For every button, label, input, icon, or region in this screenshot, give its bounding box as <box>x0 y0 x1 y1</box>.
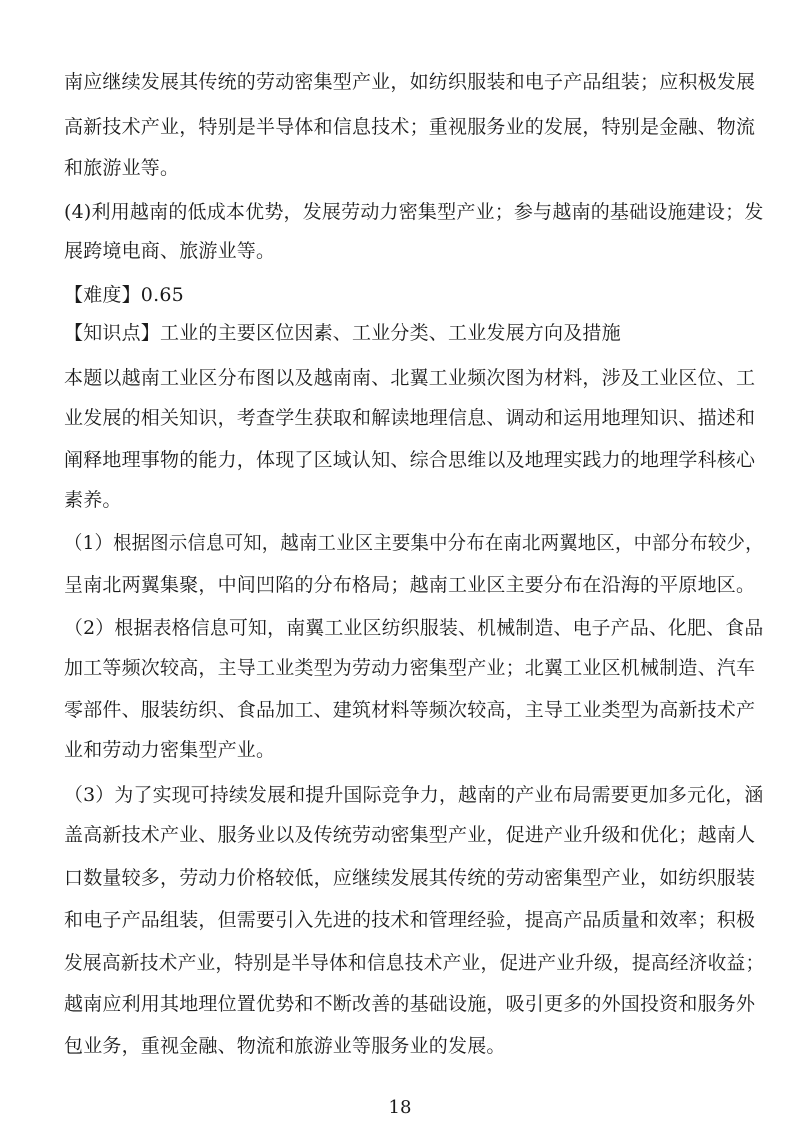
text-line: 口数量较多，劳动力价格较低，应继续发展其传统的劳动密集型产业，如纺织服装 <box>64 867 756 889</box>
text-line: 零部件、服装纺织、食品加工、建筑材料等频次较高，主导工业类型为高新技术产 <box>64 699 756 721</box>
page-number: 18 <box>388 1097 412 1118</box>
text-line: 越南应利用其地理位置优势和不断改善的基础设施，吸引更多的外国投资和服务外 <box>64 993 756 1015</box>
text-line: 高新技术产业，特别是半导体和信息技术；重视服务业的发展，特别是金融、物流 <box>64 116 756 138</box>
text-line: 业发展的相关知识，考查学生获取和解读地理信息、调动和运用地理知识、描述和 <box>64 407 756 429</box>
text-line: (4)利用越南的低成本优势，发展劳动力密集型产业；参与越南的基础设施建设；发 <box>64 201 764 223</box>
text-line: 包业务，重视金融、物流和旅游业等服务业的发展。 <box>64 1035 506 1057</box>
text-line: （3）为了实现可持续发展和提升国际竞争力，越南的产业布局需要更加多元化，涵 <box>64 784 764 806</box>
text-line: 呈南北两翼集聚，中间凹陷的分布格局；越南工业区主要分布在沿海的平原地区。 <box>64 574 756 596</box>
text-line: 展跨境电商、旅游业等。 <box>64 240 276 262</box>
text-line: 盖高新技术产业、服务业以及传统劳动密集型产业，促进产业升级和优化；越南人 <box>64 824 756 846</box>
text-line: 和旅游业等。 <box>64 157 180 179</box>
text-line: （2）根据表格信息可知，南翼工业区纺织服装、机械制造、电子产品、化肥、食品 <box>64 617 764 639</box>
text-line: 本题以越南工业区分布图以及越南南、北翼工业频次图为材料，涉及工业区位、工 <box>64 367 756 389</box>
knowledge-points-line: 【知识点】工业的主要区位因素、工业分类、工业发展方向及措施 <box>64 322 621 344</box>
text-line: 南应继续发展其传统的劳动密集型产业，如纺织服装和电子产品组装；应积极发展 <box>64 71 756 93</box>
difficulty-line: 【难度】0.65 <box>64 284 184 306</box>
text-line: 业和劳动力密集型产业。 <box>64 739 276 761</box>
text-line: 发展高新技术产业，特别是半导体和信息技术产业，促进产业升级，提高经济收益； <box>64 952 765 974</box>
text-line: （1）根据图示信息可知，越南工业区主要集中分布在南北两翼地区，中部分布较少， <box>64 532 764 554</box>
text-line: 素养。 <box>64 489 122 511</box>
text-line: 加工等频次较高，主导工业类型为劳动力密集型产业；北翼工业区机械制造、汽车 <box>64 657 756 679</box>
text-line: 和电子产品组装，但需要引入先进的技术和管理经验，提高产品质量和效率；积极 <box>64 909 756 931</box>
text-line: 阐释地理事物的能力，体现了区域认知、综合思维以及地理实践力的地理学科核心 <box>64 449 756 471</box>
